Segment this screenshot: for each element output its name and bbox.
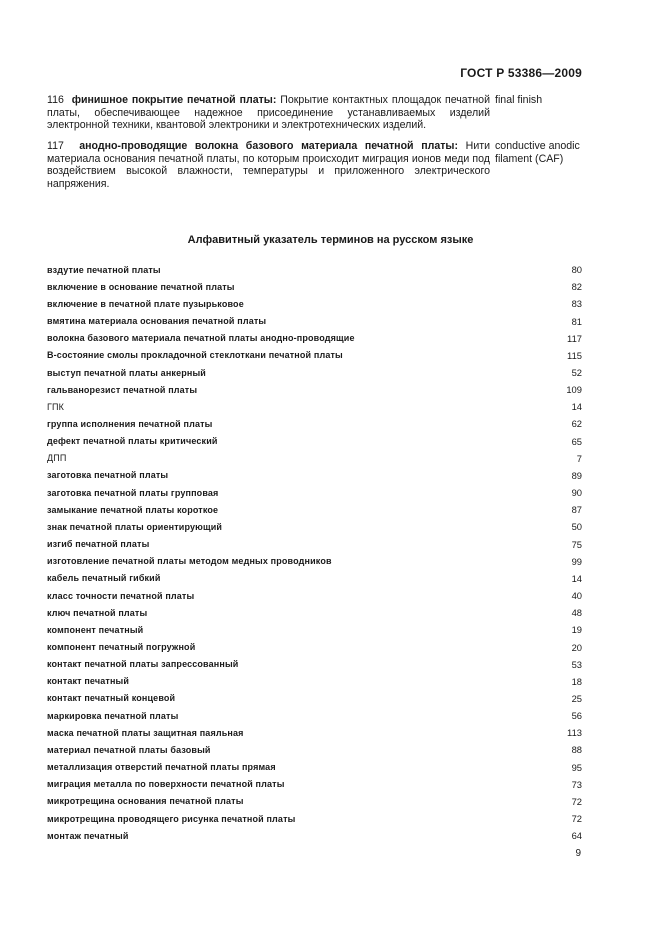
index-entry (47, 347, 582, 364)
index-entry-page: 89 (571, 469, 582, 481)
index-entry-term: вздутие печатной платы (47, 264, 161, 275)
index-entry (47, 621, 582, 638)
index-entry-page: 82 (571, 281, 582, 293)
index-title: Алфавитный указатель терминов на русском языке (187, 234, 474, 246)
index-entry-term: группа исполнения печатной платы (47, 418, 213, 429)
index-entry (47, 484, 582, 501)
index-entry-page: 109 (566, 384, 582, 396)
term-name: финишное покрытие печатной платы: (71, 94, 277, 106)
term-english: final finish (495, 94, 543, 106)
document-header: ГОСТ Р 53386—2009 (460, 66, 582, 80)
index-entry (47, 673, 582, 690)
index-entry (47, 295, 582, 312)
index-entry-page: 14 (571, 401, 582, 413)
index-entry-term: маска печатной платы защитная паяльная (47, 727, 244, 738)
index-entry (47, 604, 582, 621)
index-entry-page: 56 (571, 710, 582, 722)
index-entry-term: ГПК (47, 401, 65, 412)
index-entry-term: ключ печатной платы (47, 607, 148, 618)
index-entry-page: 90 (571, 487, 582, 499)
index-entry-page: 95 (571, 761, 582, 773)
index-entry (47, 707, 582, 724)
index-entry-page: 20 (571, 641, 582, 653)
index-entry-page: 53 (571, 658, 582, 670)
index-entry-term: материал печатной платы базовый (47, 744, 211, 755)
page-number: 9 (575, 848, 581, 859)
index-entry-term: гальванорезист печатной платы (47, 384, 198, 395)
index-entry-term: включение в основание печатной платы (47, 281, 235, 292)
index-entry-term: дефект печатной платы критический (47, 436, 218, 447)
index-entry-term: металлизация отверстий печатной платы прямая (47, 762, 276, 773)
index-entry-term: контакт печатный концевой (47, 693, 176, 704)
index-entry-term: класс точности печатной платы (47, 590, 195, 601)
index-entry-term: заготовка печатной платы (47, 470, 169, 481)
index-entry-term: знак печатной платы ориентирующий (47, 521, 223, 532)
index-entry (47, 741, 582, 758)
index-list (47, 261, 582, 844)
index-entry-term: компонент печатный погружной (47, 642, 196, 653)
term-number: 117 (47, 140, 64, 152)
index-entry (47, 398, 582, 415)
index-entry-term: замыкание печатной платы короткое (47, 504, 219, 515)
term-entry-116 (47, 94, 587, 132)
index-entry (47, 467, 582, 484)
index-entry-term: контакт печатной платы запрессованный (47, 659, 239, 670)
index-entry-term: компонент печатный (47, 624, 144, 635)
index-entry (47, 656, 582, 673)
index-entry-term: монтаж печатный (47, 830, 129, 841)
term-name: анодно-проводящие волокна базового материала печатной платы: (79, 140, 458, 152)
index-entry-page: 99 (571, 555, 582, 567)
index-entry (47, 312, 582, 329)
index-entry-page: 50 (571, 521, 582, 533)
index-entry-page: 81 (571, 315, 582, 327)
index-entry (47, 827, 582, 844)
index-entry-page: 52 (571, 367, 582, 379)
index-entry (47, 793, 582, 810)
index-entry-term: выступ печатной платы анкерный (47, 367, 206, 378)
index-entry (47, 724, 582, 741)
index-entry (47, 501, 582, 518)
index-entry-page: 117 (567, 332, 582, 344)
index-entry-term: контакт печатный (47, 676, 130, 687)
term-definition: Нити материала основания печатной платы, по которым происходит миграция ионов меди под воздействием высокой влажности, температуры и приложенного электрического напряжения. (47, 140, 491, 190)
index-entry-term: ДПП (47, 453, 67, 464)
index-entry-page: 72 (571, 795, 582, 807)
term-definition-block (47, 140, 490, 190)
term-definition-block (47, 94, 490, 132)
index-entry (47, 570, 582, 587)
index-entry (47, 381, 582, 398)
index-entry-page: 62 (571, 418, 582, 430)
index-entry (47, 433, 582, 450)
index-entry-page: 75 (571, 538, 582, 550)
index-entry-page: 87 (571, 504, 582, 516)
index-entry-term: маркировка печатной платы (47, 710, 179, 721)
index-entry-term: волокна базового материала печатной платы анодно-проводящие (47, 333, 355, 344)
index-entry-term: заготовка печатной платы групповая (47, 487, 219, 498)
index-entry (47, 330, 582, 347)
index-entry (47, 415, 582, 432)
index-entry-page: 64 (571, 830, 582, 842)
term-number: 116 (47, 94, 64, 106)
index-entry-page: 83 (571, 298, 582, 310)
index-entry-page: 115 (567, 349, 582, 361)
index-entry-term: изгиб печатной платы (47, 539, 150, 550)
index-entry (47, 450, 582, 467)
index-entry-page: 73 (571, 778, 582, 790)
index-entry-term: изготовление печатной платы методом медных проводников (47, 556, 332, 567)
index-entry (47, 536, 582, 553)
index-entry (47, 278, 582, 295)
index-entry-term: кабель печатный гибкий (47, 573, 161, 584)
index-entry (47, 638, 582, 655)
index-entry-term: микротрещина основания печатной платы (47, 796, 244, 807)
term-entry-117 (47, 140, 587, 190)
index-entry-page: 19 (571, 624, 582, 636)
index-entry (47, 759, 582, 776)
index-entry-page: 48 (571, 607, 582, 619)
index-entry (47, 587, 582, 604)
index-entry-page: 88 (571, 744, 582, 756)
index-entry (47, 553, 582, 570)
index-entry-term: миграция металла по поверхности печатной платы (47, 779, 285, 790)
index-entry-term: микротрещина проводящего рисунка печатной платы (47, 813, 296, 824)
term-definition: Покрытие контактных площадок печатной платы, обеспечивающее надежное присоединение устанавливаемых изделий электронной техники, квантовой электроники и электротехнических изделий. (47, 94, 490, 132)
index-entry (47, 776, 582, 793)
index-entry (47, 518, 582, 535)
index-entry-page: 72 (571, 813, 582, 825)
index-entry-term: В-состояние смолы прокладочной стеклоткани печатной платы (47, 350, 343, 361)
index-entry-page: 80 (571, 264, 582, 276)
index-entry-page: 40 (571, 590, 582, 602)
index-entry-term: вмятина материала основания печатной платы (47, 316, 267, 327)
index-entry-page: 18 (571, 675, 582, 687)
index-entry-page: 14 (571, 572, 582, 584)
term-english: conductive anodic filament (CAF) (495, 140, 580, 165)
index-entry (47, 690, 582, 707)
index-entry (47, 261, 582, 278)
index-entry-page: 113 (567, 727, 582, 739)
index-entry-term: включение в печатной плате пузырьковое (47, 298, 244, 309)
index-entry-page: 25 (571, 692, 582, 704)
index-entry-page: 7 (576, 452, 582, 464)
index-entry-page: 65 (571, 435, 582, 447)
index-entry (47, 364, 582, 381)
index-entry (47, 810, 582, 827)
